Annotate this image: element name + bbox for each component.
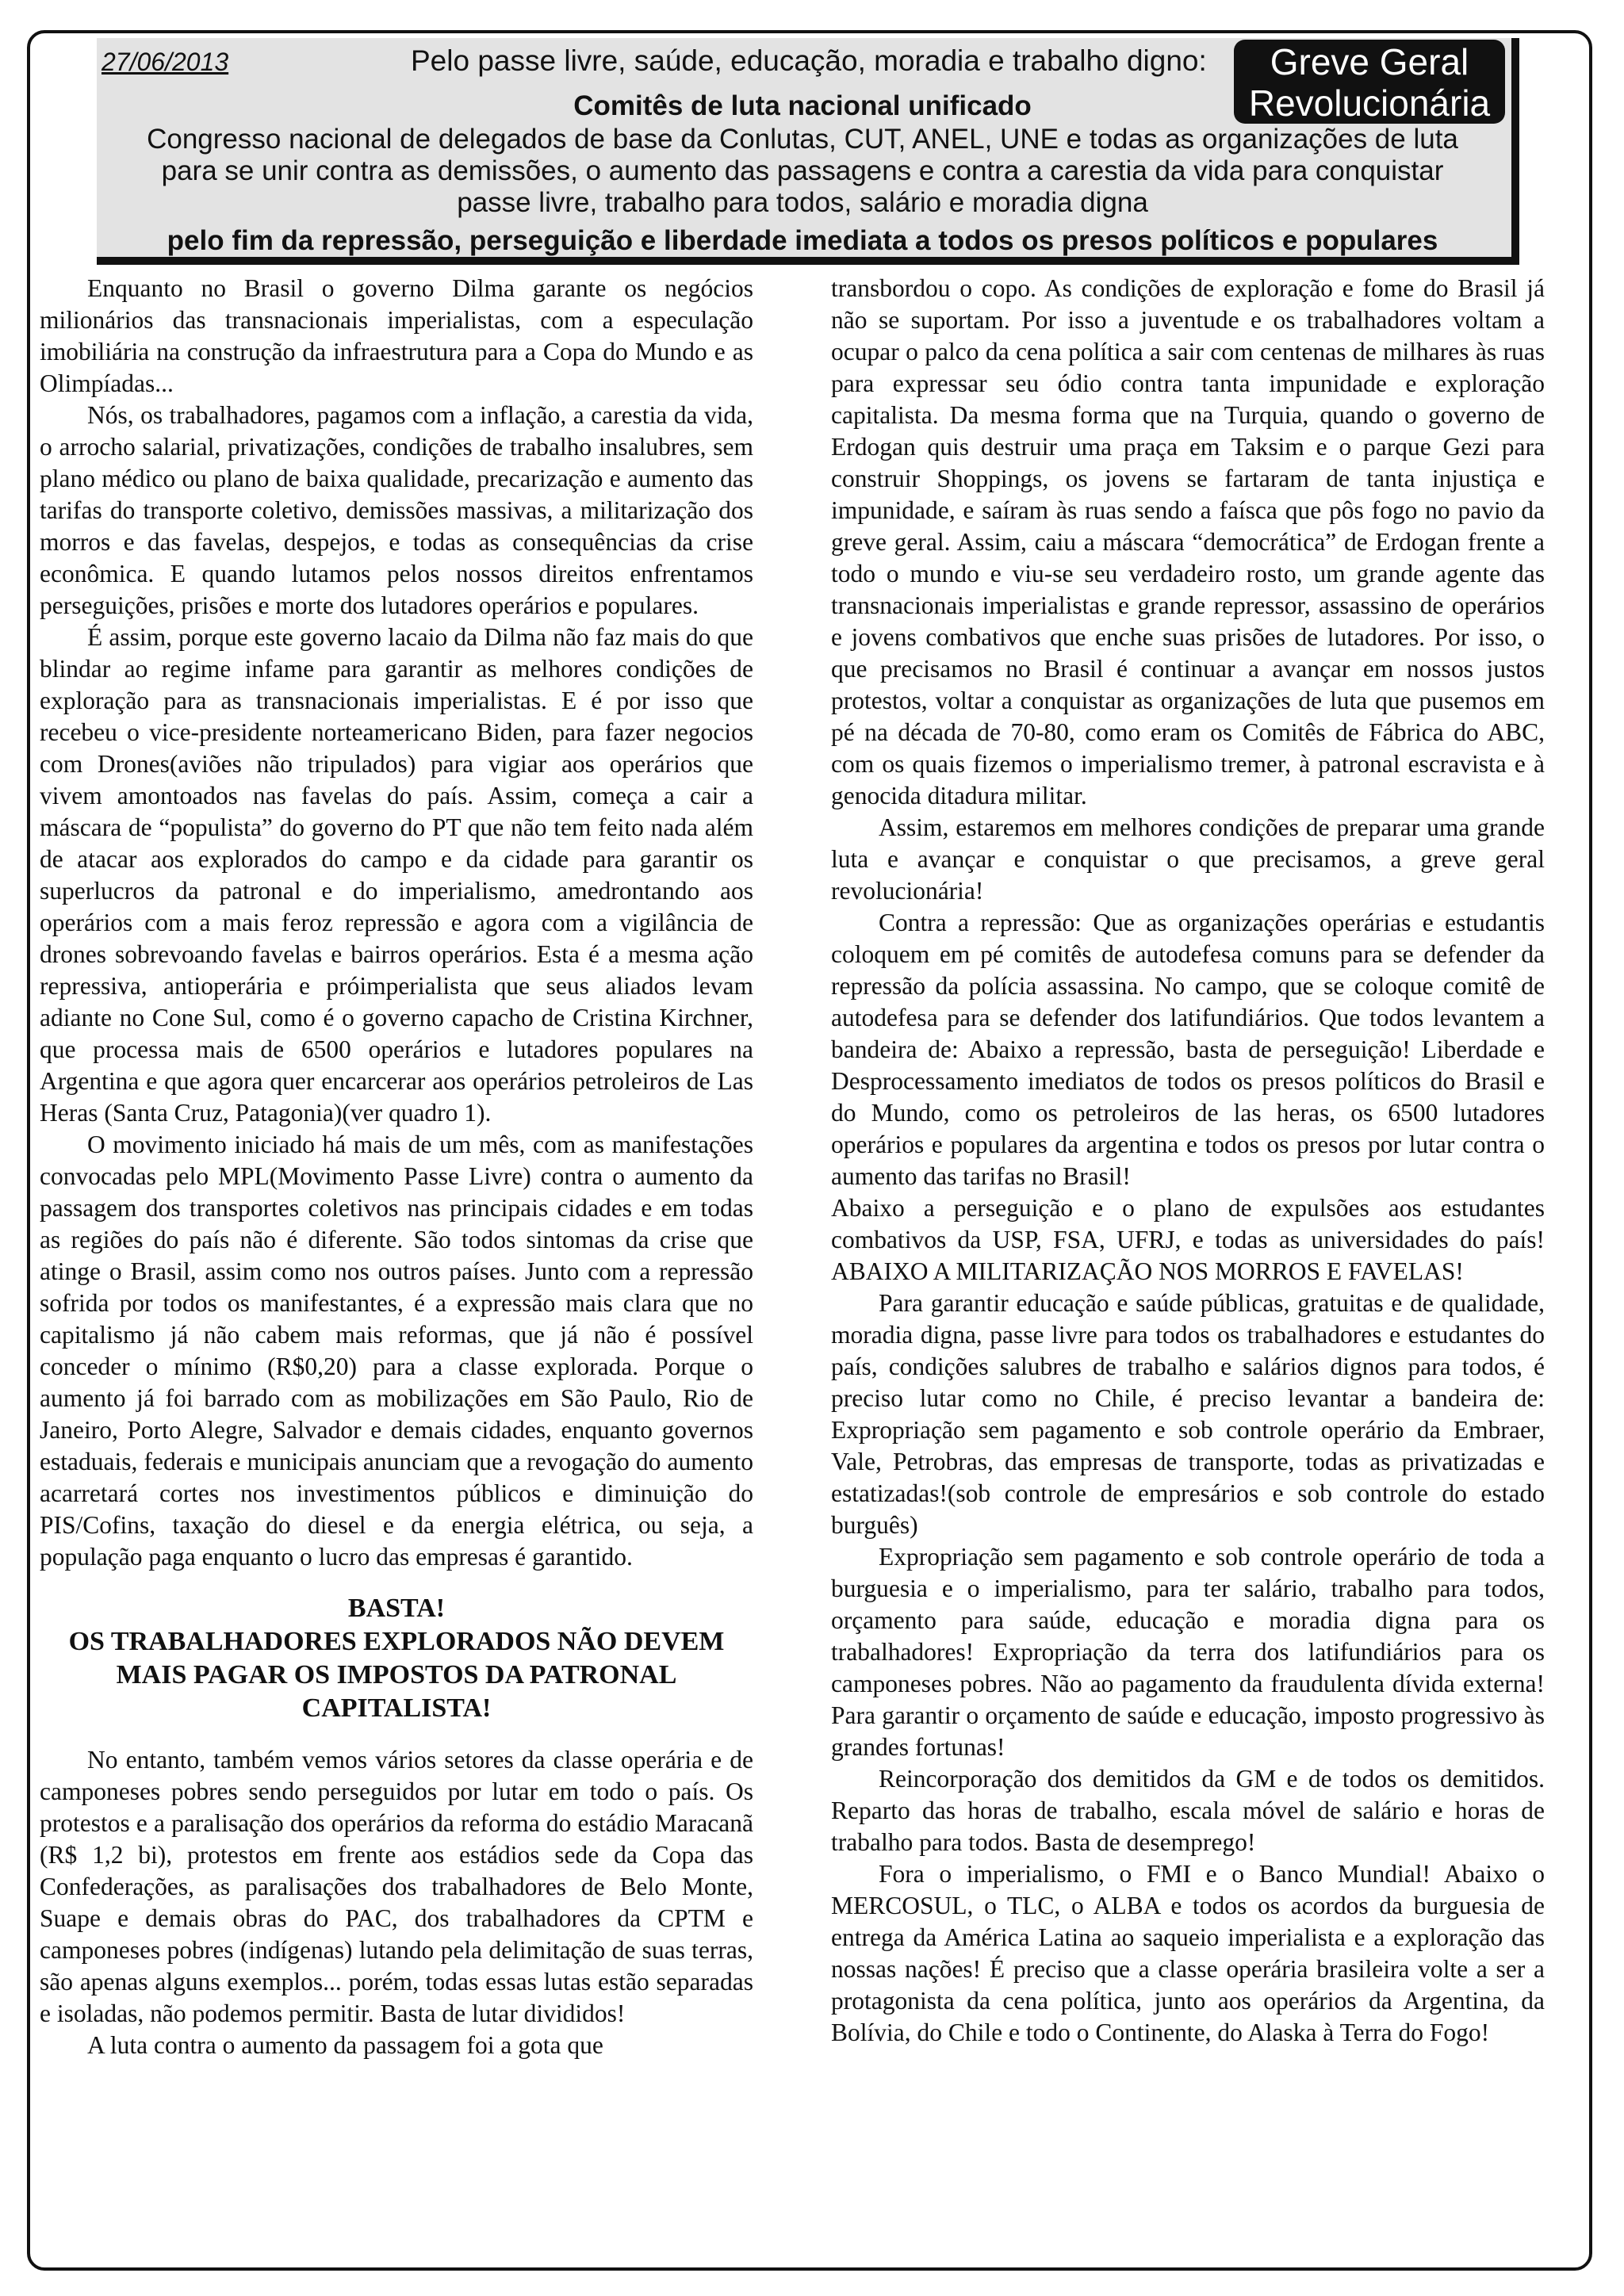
badge-line-1: Greve Geral bbox=[1270, 41, 1469, 82]
paragraph: Abaixo a perseguição e o plano de expulsões aos estudantes combativos da USP, FSA, UFRJ, e todas as universidades do país! ABAIXO A MILITARIZAÇÃO NOS MORROS E FAVELAS! bbox=[831, 1194, 1545, 1285]
congresso-line-3: passe livre, trabalho para todos, salário e moradia digna bbox=[457, 187, 1148, 218]
heading-line: OS TRABALHADORES EXPLORADOS NÃO DEVEM bbox=[68, 1627, 725, 1656]
paragraph: Fora o imperialismo, o FMI e o Banco Mundial! Abaixo o MERCOSUL, o TLC, o ALBA e todos os acordos da burguesia de entrega da América Latina ao saqueio imperialista e a exploração das nossas nações! É preciso que a classe operária brasileira volte a ser a protagonista da cena política, junto aos operários da Argentina, da Bolívia, do Chile e todo o Continente, do Alaska à Terra do Fogo! bbox=[831, 1860, 1545, 2046]
congresso-line-1: Congresso nacional de delegados de base da Conlutas, CUT, ANEL, UNE e todas as organizações de luta bbox=[147, 124, 1458, 155]
article-right-column bbox=[831, 273, 1545, 2049]
paragraph: O movimento iniciado há mais de um mês, com as manifestações convocadas pelo MPL(Movimento Passe Livre) contra o aumento da passagem dos transportes coletivos nas principais cidades e em todas as regiões do país não é diferente. São todos sintomas da crise que atinge o Brasil, assim como nos outros países. Junto com a repressão sofrida por todos os manifestantes, é a expressão mais clara que no capitalismo já não cabem mais reformas, que já não é possível conceder o mínimo (R$0,20) para a classe explorada. Porque o aumento já foi barrado com as mobilizações em São Paulo, Rio de Janeiro, Porto Alegre, Salvador e demais cidades, enquanto governos estaduais, federais e municipais anunciam que a revogação do aumento acarretará cortes nos investimentos públicos e diminuição do PIS/Cofins, taxação do diesel e da energia elétrica, ou seja, a população paga enquanto o lucro das empresas é garantido. bbox=[40, 1131, 753, 1571]
paragraph: Reincorporação dos demitidos da GM e de todos os demitidos. Reparto das horas de trabalho, escala móvel de salário e horas de trabalho para todos. Basta de desemprego! bbox=[831, 1765, 1545, 1856]
paragraph: Enquanto no Brasil o governo Dilma garante os negócios milionários das transnacionais imperialistas, com a especulação imobiliária na construção da infraestrutura para a Copa do Mundo e as Olimpíadas... bbox=[40, 274, 753, 397]
issue-date: 27/06/2013 bbox=[102, 48, 229, 76]
congresso-line-2: para se unir contra as demissões, o aumento das passagens e contra a carestia da vida para conquistar bbox=[161, 155, 1444, 186]
paragraph: A luta contra o aumento da passagem foi a gota que bbox=[87, 2031, 603, 2059]
article-left-column bbox=[40, 273, 753, 2061]
repressao-slogan: pelo fim da repressão, perseguição e liberdade imediata a todos os presos políticos e populares bbox=[167, 225, 1438, 256]
paragraph: Expropriação sem pagamento e sob controle operário de toda a burguesia e o imperialismo, para ter salário, trabalho para todos, orçamento para saúde, educação e moradia digna para os trabalhadores! Expropriação da terra dos latifundiários para os camponeses pobres. Não ao pagamento da fraudulenta dívida externa! Para garantir o orçamento de saúde e educação, imposto progressivo às grandes fortunas! bbox=[831, 1543, 1545, 1761]
heading-line: MAIS PAGAR OS IMPOSTOS DA PATRONAL bbox=[116, 1660, 677, 1689]
paragraph: transbordou o copo. As condições de exploração e fome do Brasil já não se suportam. Por isso a juventude e os trabalhadores voltam a ocupar o palco da cena política a sair com centenas de milhares às ruas para expressar seu ódio contra tanta impunidade e exploração capitalista. Da mesma forma que na Turquia, quando o governo de Erdogan quis destruir uma praça em Taksim e o parque Gezi para construir Shoppings, os jovens se fartaram de tanta injustiça e impunidade, e saíram às ruas sendo a faísca que pôs fogo no pavio da greve geral. Assim, caiu a máscara “democrática” de Erdogan frente a todo o mundo e viu-se seu verdadeiro rosto, um grande agente das transnacionais imperialistas e grande repressor, assassino de operários e jovens combativos que enche suas prisões de lutadores. Por isso, o que precisamos no Brasil é continuar a avançar em nossos justos protestos, voltar a conquistar as organizações de luta que pusemos em pé na década de 70-80, como eram os Comitês de Fábrica do ABC, com os quais fizemos o imperialismo tremer, à patronal escravista e à genocida ditadura militar. bbox=[831, 274, 1545, 809]
badge-line-2: Revolucionária bbox=[1248, 82, 1491, 124]
section-heading bbox=[40, 1592, 753, 1725]
heading-line: BASTA! bbox=[347, 1594, 446, 1623]
paragraph: Para garantir educação e saúde públicas, gratuitas e de qualidade, moradia digna, passe livre para todos os trabalhadores e estudantes do país, condições salubres de trabalho e salários dignos para todos, é preciso lutar como no Chile, é preciso levantar a bandeira de: Expropriação sem pagamento e sob controle operário da Embraer, Vale, Petrobras, das empresas de transporte, todas as privatizadas e estatizadas!(sob controle de empresários e sob controle do estado burguês) bbox=[831, 1289, 1545, 1539]
comites-title: Comitês de luta nacional unificado bbox=[573, 90, 1032, 121]
paragraph: Nós, os trabalhadores, pagamos com a inflação, a carestia da vida, o arrocho salarial, privatizações, condições de trabalho insalubres, sem plano médico ou plano de baixa qualidade, precarização e aumento das tarifas do transporte coletivo, demissões massivas, a militarização dos morros e das favelas, despejos, e todas as consequências da crise econômica. E quando lutamos pelos nossos direitos enfrentamos perseguições, prisões e morte dos lutadores operários e populares. bbox=[40, 401, 753, 619]
congresso-text bbox=[97, 124, 1508, 219]
paragraph: Assim, estaremos em melhores condições de preparar uma grande luta e avançar e conquistar o que precisamos, a greve geral revolucionária! bbox=[831, 813, 1545, 905]
header-banner bbox=[97, 38, 1519, 265]
paragraph: É assim, porque este governo lacaio da Dilma não faz mais do que blindar ao regime infame para garantir as melhores condições de exploração para as transnacionais imperialistas. E é por isso que recebeu o vice-presidente norteamericano Biden, para fazer negocios com Drones(aviões não tripulados) para vigiar aos operários que vivem amontoados nas favelas do país. Assim, começa a cair a máscara de “populista” do governo do PT que não tem feito nada além de atacar aos explorados do campo e da cidade para garantir os superlucros da patronal e do imperialismo, amedrontando aos operários com a mais feroz repressão e agora com a vigilância de drones sobrevoando favelas e bairros operários. Esta é a mesma ação repressiva, antioperária e próimperialista que seus aliados levam adiante no Cone Sul, como é o governo capacho de Cristina Kirchner, que processa mais de 6500 operários e lutadores populares na Argentina e que agora quer encarcerar aos operários petroleiros de Las Heras (Santa Cruz, Patagonia)(ver quadro 1). bbox=[40, 623, 753, 1127]
header-slogan: Pelo passe livre, saúde, educação, moradia e trabalho digno: bbox=[411, 44, 1207, 77]
paragraph: No entanto, também vemos vários setores da classe operária e de camponeses pobres sendo perseguidos por lutar em todo o país. Os protestos e a paralisação dos operários da reforma do estádio Maracanã (R$ 1,2 bi), protestos em frente aos estádios sede da Copa das Confederações, as paralisações dos trabalhadores de Belo Monte, Suape e demais obras do PAC, dos trabalhadores da CPTM e camponeses pobres (indígenas) lutando pela delimitação de suas terras, são apenas alguns exemplos... porém, todas essas lutas estão separadas e isoladas, não podemos permitir. Basta de lutar divididos! bbox=[40, 1746, 753, 2027]
heading-line: CAPITALISTA! bbox=[301, 1693, 492, 1723]
paragraph: Contra a repressão: Que as organizações operárias e estudantis coloquem em pé comitês de autodefesa comuns para se defender da repressão da polícia assassina. No campo, que se coloque comitê de autodefesa para se defender dos latifundiários. Que todos levantem a bandeira de: Abaixo a repressão, basta de perseguição! Liberdade e Desprocessamento imediatos de todos os presos políticos do Brasil e do Mundo, como os petroleiros de las heras, os 6500 lutadores operários e populares da argentina e todos os presos por lutar contra o aumento das tarifas no Brasil! bbox=[831, 909, 1545, 1190]
